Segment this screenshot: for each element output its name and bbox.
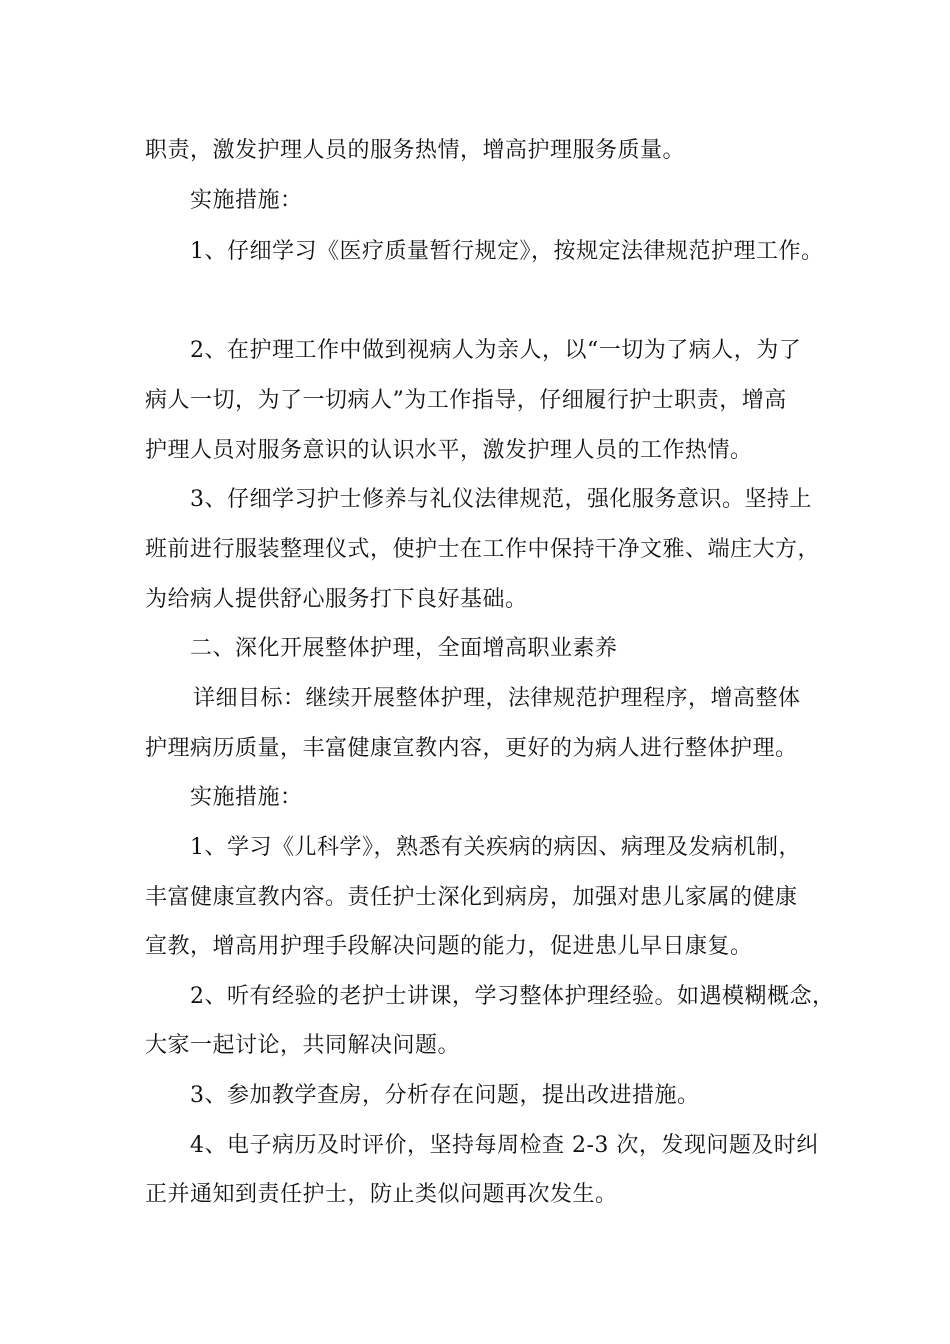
paragraph-line: 2、在护理工作中做到视病人为亲人，以“一切为了病人，为了 bbox=[190, 338, 802, 363]
paragraph-line: 3、仔细学习护士修养与礼仪法律规范，强化服务意识。坚持上 bbox=[190, 487, 812, 512]
paragraph-line: 宣教，增高用护理手段解决问题的能力，促进患儿早日康复。 bbox=[145, 934, 753, 959]
paragraph-line: 丰富健康宣教内容。责任护士深化到病房，加强对患儿家属的健康 bbox=[145, 885, 798, 910]
paragraph-line: 为给病人提供舒心服务打下良好基础。 bbox=[145, 587, 528, 612]
section-label: 实施措施： bbox=[190, 785, 303, 810]
paragraph-line: 护理病历质量，丰富健康宣教内容，更好的为病人进行整体护理。 bbox=[145, 736, 798, 761]
paragraph-line: 病人一切，为了一切病人”为工作指导，仔细履行护士职责，增高 bbox=[145, 388, 787, 413]
paragraph-line: 正并通知到责任护士，防止类似问题再次发生。 bbox=[145, 1182, 618, 1207]
paragraph-line: 护理人员对服务意识的认识水平，激发护理人员的工作热情。 bbox=[145, 438, 753, 463]
paragraph-line: 1、学习《儿科学》，熟悉有关疾病的病因、病理及发病机制， bbox=[190, 835, 801, 860]
section-label: 实施措施： bbox=[190, 188, 303, 213]
paragraph-line: 详细目标：继续开展整体护理，法律规范护理程序，增高整体 bbox=[193, 686, 801, 711]
paragraph-line: 大家一起讨论，共同解决问题。 bbox=[145, 1033, 461, 1058]
paragraph-line: 1、仔细学习《医疗质量暂行规定》，按规定法律规范护理工作。 bbox=[190, 239, 824, 264]
paragraph-line: 职责，激发护理人员的服务热情，增高护理服务质量。 bbox=[145, 138, 686, 163]
section-heading: 二、深化开展整体护理，全面增高职业素养 bbox=[190, 636, 618, 661]
paragraph-line: 班前进行服装整理仪式，使护士在工作中保持干净文雅、端庄大方， bbox=[145, 537, 821, 562]
paragraph-line: 2、听有经验的老护士讲课，学习整体护理经验。如遇模糊概念， bbox=[190, 984, 835, 1009]
paragraph-line: 3、参加教学查房，分析存在问题，提出改进措施。 bbox=[190, 1083, 700, 1108]
paragraph-line: 4、电子病历及时评价，坚持每周检查 2-3 次，发现问题及时纠 bbox=[190, 1133, 819, 1158]
